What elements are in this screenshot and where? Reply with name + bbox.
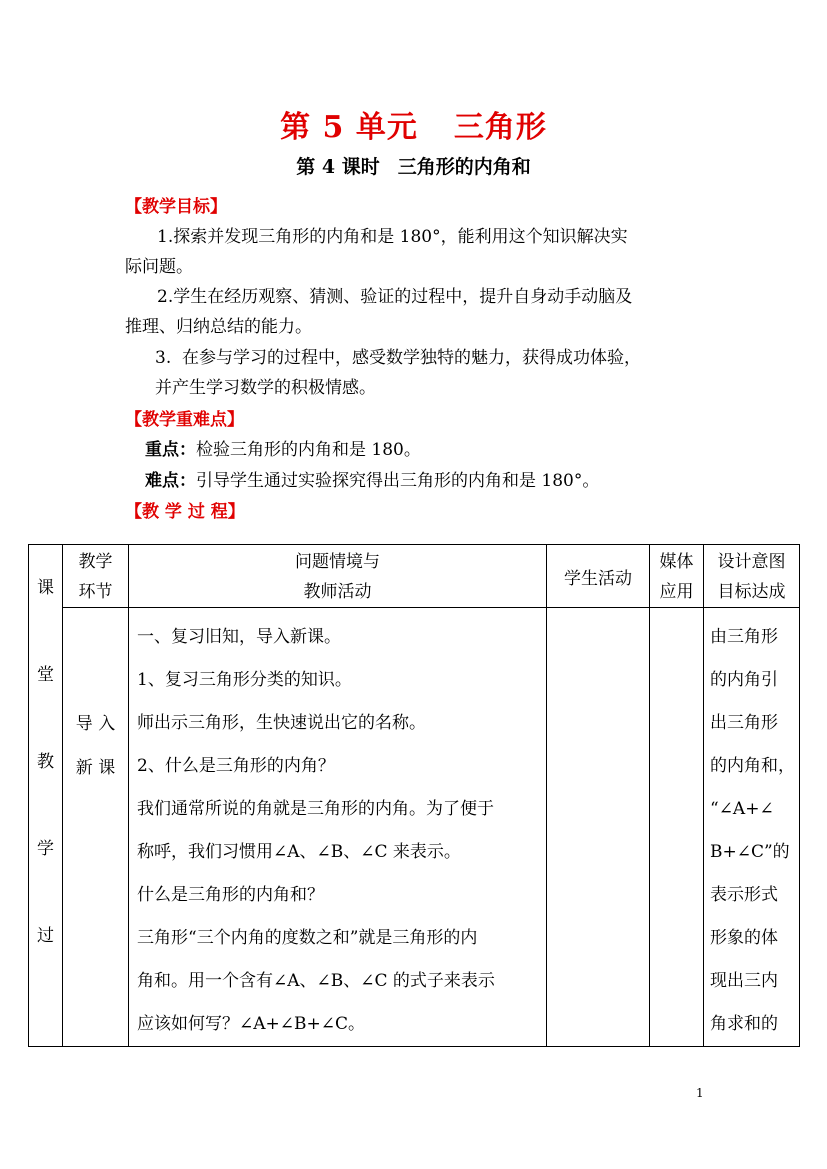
lesson-process-table: [28, 544, 800, 1047]
page-number: 1: [696, 1086, 704, 1100]
header-activity: [129, 545, 547, 608]
intent-cell: [704, 608, 800, 1047]
header-stage: [63, 545, 129, 608]
hard-point-label: 难点：: [145, 471, 196, 491]
key-point-label: 重点：: [145, 440, 196, 460]
media-cell: [650, 608, 704, 1047]
stage-line-2: 新 课: [75, 758, 116, 778]
activity-line: 一、复习旧知，导入新课。: [137, 627, 341, 647]
activity-line: 1、复习三角形分类的知识。: [137, 670, 352, 690]
intent-line: 形象的体: [710, 928, 778, 948]
header-intent: [704, 545, 800, 608]
lesson-title: [0, 152, 827, 179]
side-char: 学: [37, 839, 54, 859]
lesson-number: 第 4 课时: [296, 156, 380, 178]
table-row: [29, 608, 800, 1047]
header-intent-line-1: 设计意图: [717, 552, 786, 572]
header-media-line-1: 媒体: [659, 552, 694, 572]
header-media-line-2: 应用: [659, 582, 694, 602]
goal-1-line-2: 际问题。: [125, 257, 193, 277]
key-point-text: 检验三角形的内角和是 180。: [196, 440, 421, 460]
intent-line: 表示形式: [710, 885, 778, 905]
intent-line: 现出三内: [710, 971, 778, 991]
side-char: 课: [37, 578, 54, 598]
goal-1-line-1: 1.探索并发现三角形的内角和是 180°，能利用这个知识解决实: [157, 227, 628, 247]
activity-line: 我们通常所说的角就是三角形的内角。为了便于: [137, 799, 494, 819]
goal-3-line-2: 并产生学习数学的积极情感。: [155, 378, 376, 398]
activity-line: 什么是三角形的内角和？: [137, 885, 324, 905]
lesson-name: 三角形的内角和: [397, 156, 531, 178]
header-stage-line-1: 教学: [78, 552, 113, 572]
goal-2-line-2: 推理、归纳总结的能力。: [125, 317, 312, 337]
process-heading: 【教 学 过 程】: [125, 502, 245, 522]
side-char: 教: [37, 752, 54, 772]
header-activity-line-2: 教师活动: [303, 582, 372, 602]
activity-cell: [129, 608, 547, 1047]
student-activity-cell: [547, 608, 650, 1047]
intent-line: 出三角形: [710, 713, 778, 733]
header-stage-line-2: 环节: [78, 582, 113, 602]
side-char: 过: [37, 926, 54, 946]
hard-point: [145, 466, 599, 496]
hard-point-text: 引导学生通过实验探究得出三角形的内角和是 180°。: [196, 471, 600, 491]
unit-number: 第 5 单元: [280, 110, 418, 145]
key-point: [145, 435, 421, 465]
side-label-cell: [29, 545, 63, 1047]
unit-title: [0, 102, 827, 146]
header-media: [650, 545, 704, 608]
activity-line: 2、什么是三角形的内角？: [137, 756, 335, 776]
intent-line: 角求和的: [710, 1014, 778, 1034]
header-student: 学生活动: [547, 545, 650, 608]
goal-2-line-1: 2.学生在经历观察、猜测、验证的过程中，提升自身动手动脑及: [157, 287, 633, 307]
header-activity-line-1: 问题情境与: [295, 552, 380, 572]
header-intent-line-2: 目标达成: [717, 582, 786, 602]
intent-line: B+∠C”的: [710, 842, 790, 862]
side-char: 堂: [37, 665, 54, 685]
table-header-row: [29, 545, 800, 608]
activity-line: 应该如何写？∠A+∠B+∠C。: [137, 1014, 365, 1034]
stage-line-1: 导 入: [75, 714, 116, 734]
activity-line: 角和。用一个含有∠A、∠B、∠C 的式子来表示: [137, 971, 495, 991]
unit-name: 三角形: [453, 110, 547, 145]
intent-line: 由三角形: [710, 627, 778, 647]
activity-line: 称呼，我们习惯用∠A、∠B、∠C 来表示。: [137, 842, 461, 862]
intent-line: 的内角和，: [710, 756, 795, 776]
goals-heading: 【教学目标】: [125, 197, 227, 217]
activity-line: 三角形“三个内角的度数之和”就是三角形的内: [137, 928, 478, 948]
intent-line: 的内角引: [710, 670, 778, 690]
keypoints-heading: 【教学重难点】: [125, 410, 244, 430]
intent-line: “∠A+∠: [710, 799, 774, 819]
stage-cell: [63, 608, 129, 1047]
activity-line: 师出示三角形，生快速说出它的名称。: [137, 713, 426, 733]
goal-3-line-1: 3. 在参与学习的过程中，感受数学独特的魅力，获得成功体验，: [155, 348, 642, 368]
